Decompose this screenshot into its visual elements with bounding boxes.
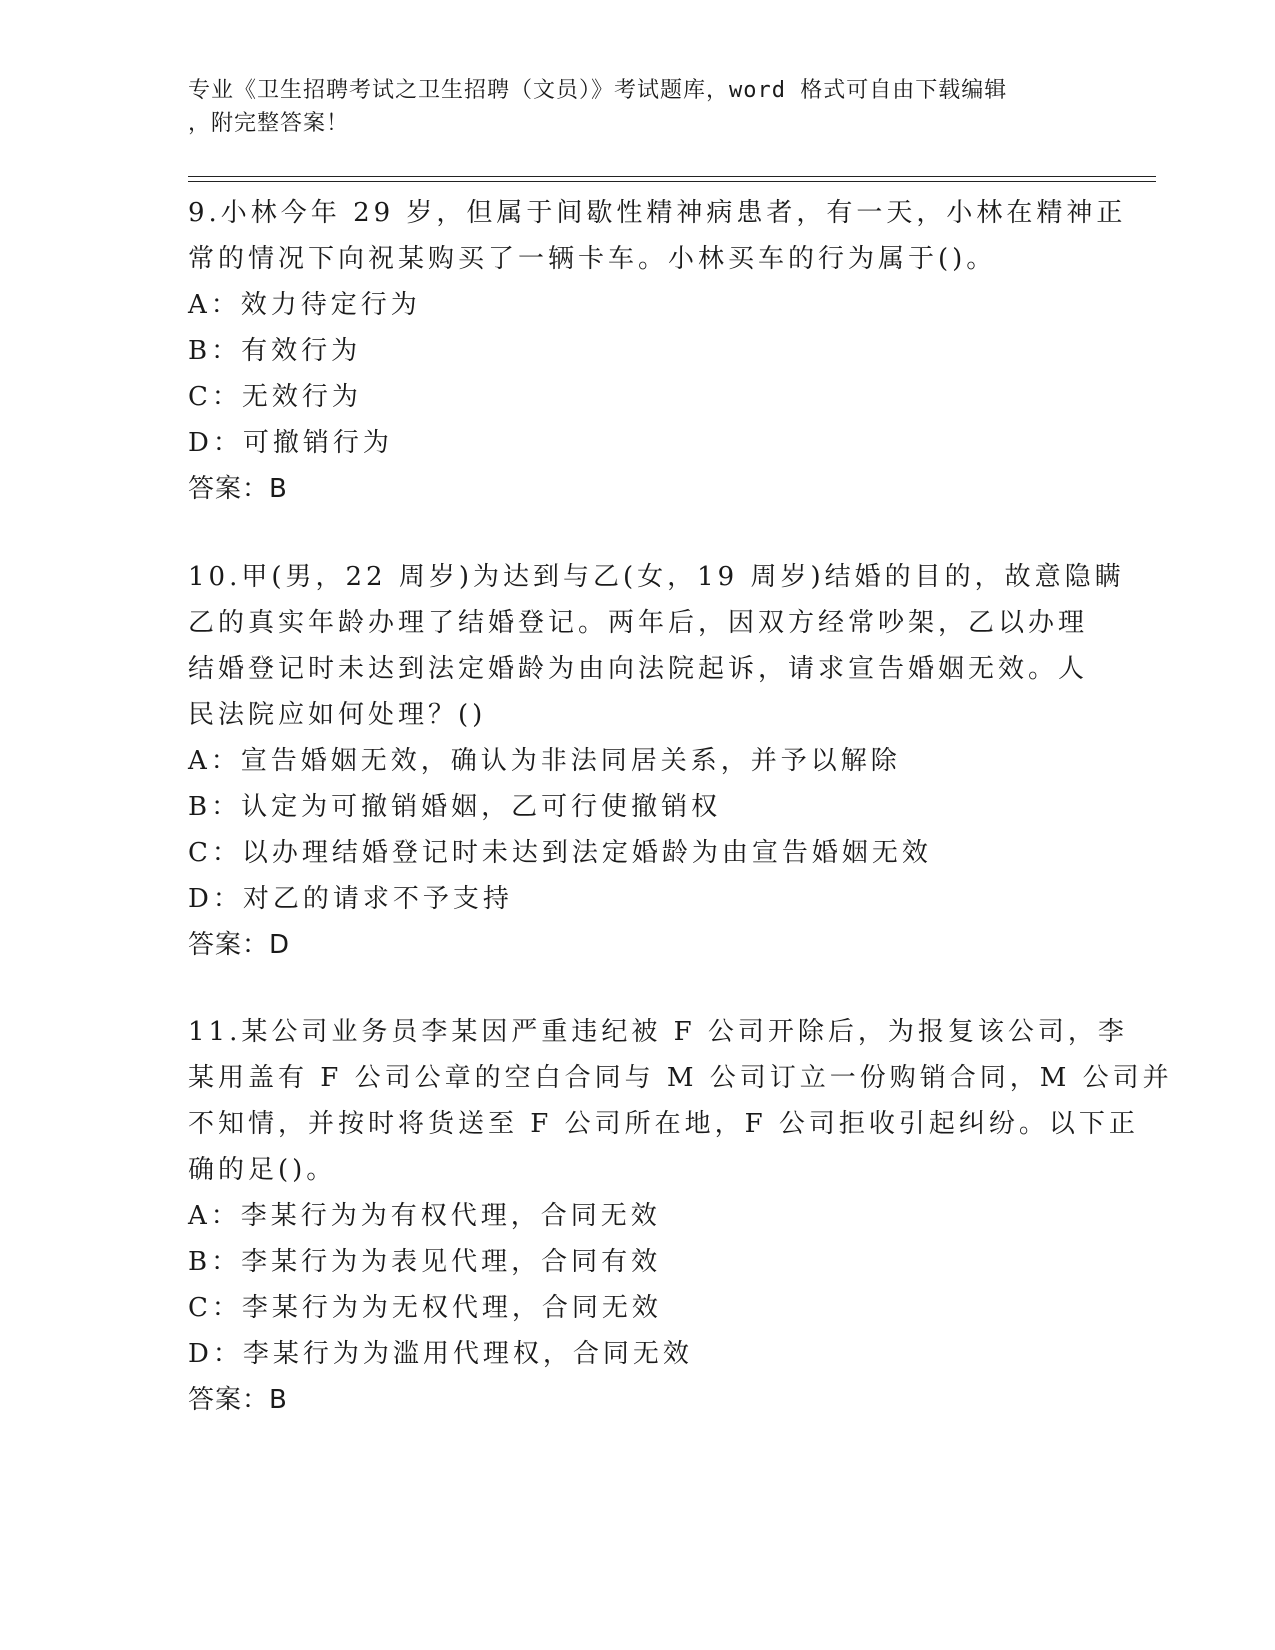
question-stem-line: 不知情，并按时将货送至 F 公司所在地，F 公司拒收引起纠纷。以下正 [188, 1109, 1139, 1139]
option-d: D：对乙的请求不予支持 [188, 884, 513, 914]
option-b: B：认定为可撤销婚姻，乙可行使撤销权 [188, 792, 722, 822]
header-line-2: ，附完整答案！ [188, 111, 350, 136]
question-11 [188, 1009, 1173, 1423]
option-b: B：李某行为为表见代理，合同有效 [188, 1247, 662, 1277]
option-c: C：以办理结婚登记时未达到法定婚龄为由宣告婚姻无效 [188, 838, 932, 868]
option-a: A：李某行为为有权代理，合同无效 [188, 1201, 661, 1231]
option-c: C：李某行为为无权代理，合同无效 [188, 1293, 662, 1323]
question-stem-line: 9.小林今年 29 岁，但属于间歇性精神病患者，有一天，小林在精神正 [188, 198, 1127, 228]
question-stem-line: 常的情况下向祝某购买了一辆卡车。小林买车的行为属于()。 [188, 244, 997, 274]
question-stem-line: 民法院应如何处理？() [188, 700, 487, 730]
question-stem-line: 10.甲(男，22 周岁)为达到与乙(女，19 周岁)结婚的目的，故意隐瞒 [188, 562, 1125, 592]
option-a: A：效力待定行为 [188, 290, 421, 320]
question-stem-line: 确的足()。 [188, 1155, 337, 1185]
question-9 [188, 190, 1127, 512]
option-c: C：无效行为 [188, 382, 362, 412]
option-d: D：可撤销行为 [188, 428, 393, 458]
header-divider-top [188, 176, 1156, 177]
question-stem-line: 11.某公司业务员李某因严重违纪被 F 公司开除后，为报复该公司，李 [188, 1017, 1128, 1047]
header-divider-bottom [188, 181, 1156, 182]
answer-line: 答案：D [188, 930, 291, 960]
answer-line: 答案：B [188, 1385, 288, 1415]
option-d: D：李某行为为滥用代理权，合同无效 [188, 1339, 693, 1369]
document-header [188, 74, 1078, 140]
question-10 [188, 554, 1125, 968]
answer-line: 答案：B [188, 474, 288, 504]
question-stem-line: 乙的真实年龄办理了结婚登记。两年后，因双方经常吵架，乙以办理 [188, 608, 1089, 638]
question-stem-line: 结婚登记时未达到法定婚龄为由向法院起诉，请求宣告婚姻无效。人 [188, 654, 1089, 684]
option-a: A：宣告婚姻无效，确认为非法同居关系，并予以解除 [188, 746, 901, 776]
question-stem-line: 某用盖有 F 公司公章的空白合同与 M 公司订立一份购销合同，M 公司并 [188, 1063, 1173, 1093]
option-b: B：有效行为 [188, 336, 362, 366]
header-line-1: 专业《卫生招聘考试之卫生招聘（文员）》考试题库，word 格式可自由下载编辑 [188, 78, 1008, 103]
